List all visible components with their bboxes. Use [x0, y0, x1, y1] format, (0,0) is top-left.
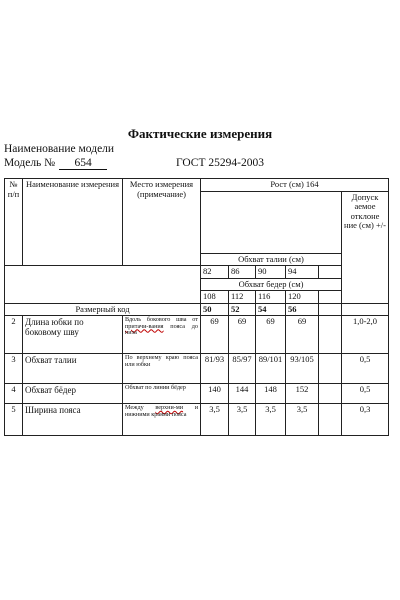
height-blank — [201, 191, 342, 253]
size-code: 50 — [201, 303, 229, 316]
hip-value: 112 — [229, 291, 256, 304]
row-name: Длина юбки по боковому шву — [23, 316, 123, 354]
row-tolerance: 1,0-2,0 — [342, 316, 389, 354]
row-number: 2 — [5, 316, 23, 354]
model-number-line — [4, 157, 107, 170]
waist-value: 94 — [286, 266, 319, 279]
row-place: По верхнему краю пояса или юбки — [123, 354, 201, 384]
waist-header: Обхват талии (см) — [201, 253, 342, 266]
row-blank — [319, 316, 342, 354]
hip-value: 120 — [286, 291, 319, 304]
row-value: 140 — [201, 384, 229, 404]
row-tolerance: 0,5 — [342, 354, 389, 384]
gost-standard: ГОСТ 25294-2003 — [176, 157, 264, 169]
row-tolerance: 0,3 — [342, 404, 389, 436]
size-code-tolerance-blank — [342, 303, 389, 316]
hip-header: Обхват бедер (см) — [201, 278, 342, 291]
row-blank — [319, 384, 342, 404]
hip-value: 108 — [201, 291, 229, 304]
row-name: Обхват талии — [23, 354, 123, 384]
waist-value: 90 — [256, 266, 286, 279]
hip-value: 116 — [256, 291, 286, 304]
row-number: 3 — [5, 354, 23, 384]
row-value: 69 — [286, 316, 319, 354]
row-value: 3,5 — [201, 404, 229, 436]
row-place: Между верхни-ми и нижними краями пояса — [123, 404, 201, 436]
row-value: 81/93 — [201, 354, 229, 384]
model-number-label: Модель № — [4, 157, 56, 169]
row-value: 148 — [256, 384, 286, 404]
size-code: 54 — [256, 303, 286, 316]
size-code-blank — [319, 303, 342, 316]
row-value: 69 — [256, 316, 286, 354]
height-header: Рост (см) 164 — [201, 179, 389, 192]
row-blank — [319, 354, 342, 384]
row-name: Ширина пояса — [23, 404, 123, 436]
row-tolerance: 0,5 — [342, 384, 389, 404]
col-header-place: Место измерения (примечание) — [123, 179, 201, 266]
model-name-label: Наименование модели — [4, 143, 115, 155]
col-header-name: Наименование измерения — [23, 179, 123, 266]
tolerance-header: Допуск аемое отклоне ние (см) +/- — [342, 191, 389, 303]
size-code: 52 — [229, 303, 256, 316]
table-row — [5, 316, 389, 354]
row-value: 69 — [201, 316, 229, 354]
waist-value: 86 — [229, 266, 256, 279]
measurements-table — [4, 178, 389, 436]
waist-blank — [319, 266, 342, 279]
row-number: 5 — [5, 404, 23, 436]
table-row — [5, 384, 389, 404]
row-value: 3,5 — [256, 404, 286, 436]
row-value: 144 — [229, 384, 256, 404]
header-blank — [5, 266, 201, 304]
row-value: 3,5 — [286, 404, 319, 436]
row-value: 69 — [229, 316, 256, 354]
row-number: 4 — [5, 384, 23, 404]
size-code: 56 — [286, 303, 319, 316]
row-place: Вдоль бокового шва от притачи-вания пояса до низа — [123, 316, 201, 354]
row-place: Обхват по линии бёдер — [123, 384, 201, 404]
col-header-number: № п/п — [5, 179, 23, 266]
model-number-value: 654 — [59, 158, 107, 170]
row-value: 93/105 — [286, 354, 319, 384]
row-value: 3,5 — [229, 404, 256, 436]
hip-blank — [319, 291, 342, 304]
row-value: 152 — [286, 384, 319, 404]
row-value: 85/97 — [229, 354, 256, 384]
page-title: Фактические измерения — [127, 126, 273, 141]
table-row — [5, 354, 389, 384]
size-code-label: Размерный код — [5, 303, 201, 316]
row-value: 89/101 — [256, 354, 286, 384]
row-name: Обхват бёдер — [23, 384, 123, 404]
row-blank — [319, 404, 342, 436]
waist-value: 82 — [201, 266, 229, 279]
table-row — [5, 404, 389, 436]
